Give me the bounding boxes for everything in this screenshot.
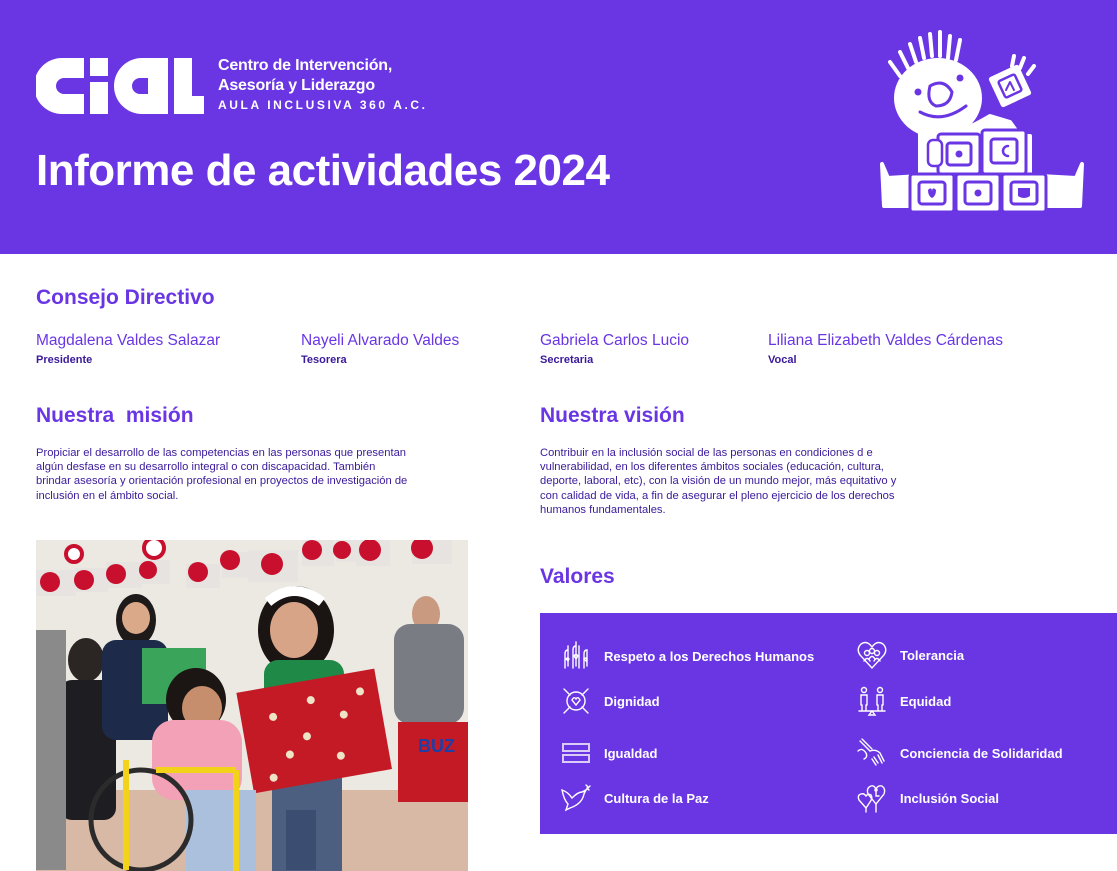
heart-balloons-icon xyxy=(856,782,888,814)
vision-line: vulnerabilidad, en los diferentes ámbitos sociales (educación, cultura, xyxy=(540,461,884,474)
value-item xyxy=(560,685,660,717)
mission-line: Propiciar el desarrollo de las competencias en las personas que presentan xyxy=(36,447,407,459)
board-member xyxy=(768,332,1003,366)
equals-icon xyxy=(560,737,592,769)
event-photo xyxy=(36,540,468,871)
vision-line: deporte, laboral, etc), con la visión de un mundo mejor, más equitativo y xyxy=(540,475,897,488)
board-member xyxy=(301,332,459,366)
heart-people-icon xyxy=(856,639,888,671)
helping-hand-icon xyxy=(856,737,888,769)
header-banner xyxy=(0,0,1117,254)
values-panel xyxy=(540,613,1117,834)
value-label: Inclusión Social xyxy=(900,790,999,806)
value-label: Tolerancia xyxy=(900,647,965,663)
cial-logo-icon xyxy=(36,58,204,114)
value-label: Respeto a los Derechos Humanos xyxy=(604,648,815,664)
mission-heading: Nuestra misión xyxy=(36,404,194,427)
dove-icon xyxy=(560,782,592,814)
values-heading: Valores xyxy=(540,565,615,588)
mission-text xyxy=(36,446,466,503)
value-label: Dignidad xyxy=(604,693,660,709)
page-title: Informe de actividades 2024 xyxy=(36,146,610,195)
mission-line: algún desfase en su desarrollo integral o con discapacidad. También xyxy=(36,461,376,474)
value-item xyxy=(856,737,1063,769)
vision-line: con calidad de vida, a fin de asegurar el pleno ejercicio de los derechos xyxy=(540,489,895,502)
member-role: Secretaria xyxy=(540,354,594,366)
value-item xyxy=(856,685,951,717)
logo-subtitle: AULA INCLUSIVA 360 A.C. xyxy=(218,98,428,112)
vision-text xyxy=(540,446,960,517)
value-item xyxy=(856,782,999,814)
vision-line: Contribuir en la inclusión social de las personas en condiciones d e xyxy=(540,447,873,459)
member-role: Vocal xyxy=(768,354,797,366)
logo-name-line1: Centro de Intervención, xyxy=(218,57,393,74)
heart-circle-hands-icon xyxy=(560,685,592,717)
board-member xyxy=(36,332,220,366)
svg-text:BUZ: BUZ xyxy=(418,736,455,756)
value-item xyxy=(856,639,964,671)
member-name: Magdalena Valdes Salazar xyxy=(36,332,221,349)
member-name: Gabriela Carlos Lucio xyxy=(540,332,690,349)
christmas-event-photo-illustration xyxy=(36,540,468,871)
value-item xyxy=(560,737,657,769)
value-item xyxy=(560,782,709,814)
vision-heading: Nuestra visión xyxy=(540,404,685,427)
raised-hands-icon xyxy=(560,640,592,672)
value-label: Cultura de la Paz xyxy=(604,790,709,806)
member-role: Presidente xyxy=(36,354,93,366)
value-label: Igualdad xyxy=(604,745,658,761)
child-with-blocks-icon xyxy=(880,26,1085,216)
mission-line: inclusión en el ámbito social. xyxy=(36,489,179,502)
board-heading: Consejo Directivo xyxy=(36,286,215,309)
balance-people-icon xyxy=(856,685,888,717)
value-label: Conciencia de Solidaridad xyxy=(900,745,1063,761)
logo-text xyxy=(218,56,428,112)
vision-line: humanos fundamentales. xyxy=(540,503,666,516)
logo-name-line2: Asesoría y Liderazgo xyxy=(218,77,375,94)
board-member xyxy=(540,332,689,366)
mission-line: brindar asesoría y orientación profesional en proyectos de investigación de xyxy=(36,475,408,488)
value-label: Equidad xyxy=(900,693,952,709)
member-name: Nayeli Alvarado Valdes xyxy=(301,332,460,349)
member-name: Liliana Elizabeth Valdes Cárdenas xyxy=(768,332,1003,349)
member-role: Tesorera xyxy=(301,354,347,366)
value-item xyxy=(560,640,814,672)
